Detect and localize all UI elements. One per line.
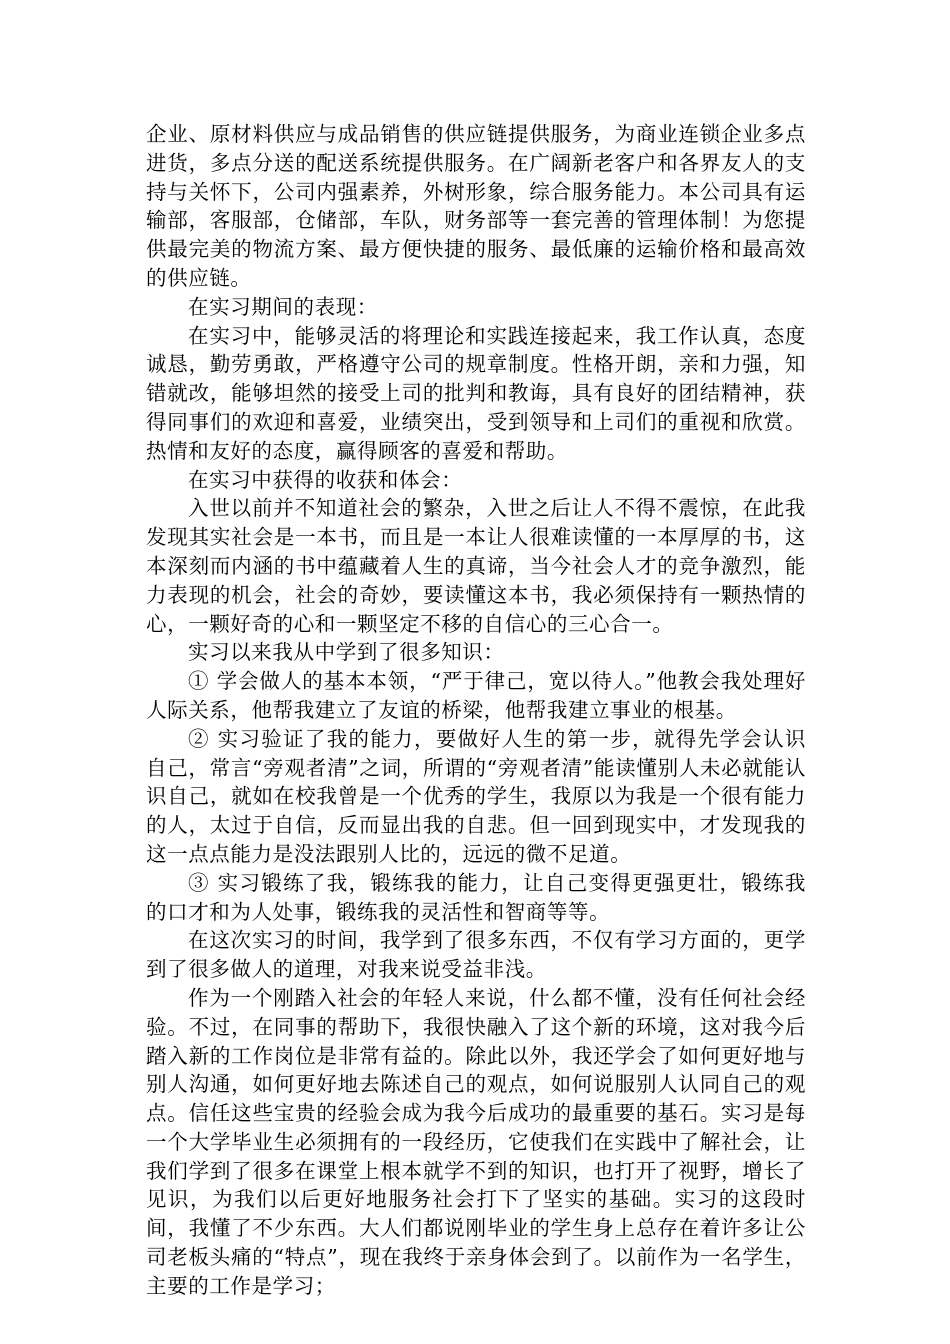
document-body — [146, 120, 806, 1301]
paragraph-society-book: 入世以前并不知道社会的繁杂，入世之后让人不得不震惊，在此我发现其实社会是一本书，而且是一本让人很难读懂的一本厚厚的书，这本深刻而内涵的书中蕴藏着人生的真谛，当今社会人才的竞争激烈，能力表现的机会，社会的奇妙，要读懂这本书，我必须保持有一颗热情的心，一颗好奇的心和一颗坚定不移的自信心的三心合一。 — [146, 496, 806, 636]
paragraph-internship-performance: 在实习中，能够灵活的将理论和实践连接起来，我工作认真，态度诚恳，勤劳勇敢，严格遵守公司的规章制度。性格开朗，亲和力强，知错就改，能够坦然的接受上司的批判和教诲，具有良好的团结精神，获得同事们的欢迎和喜爱，业绩突出，受到领导和上司们的重视和欣赏。热情和友好的态度，赢得顾客的喜爱和帮助。 — [146, 323, 806, 463]
list-item-1: ① 学会做人的基本本领，“严于律己，宽以待人。”他教会我处理好人际关系，他帮我建立了友谊的桥梁，他帮我建立事业的根基。 — [146, 669, 806, 722]
heading-knowledge-learned: 实习以来我从中学到了很多知识： — [188, 640, 505, 665]
heading-internship-performance: 在实习期间的表现： — [188, 294, 378, 319]
paragraph-internship-time: 在这次实习的时间，我学到了很多东西，不仅有学习方面的，更学到了很多做人的道理，对我来说受益非浅。 — [146, 928, 806, 982]
heading-internship-gains: 在实习中获得的收获和体会： — [188, 467, 463, 492]
paragraph-young-person: 作为一个刚踏入社会的年轻人来说，什么都不懂，没有任何社会经验。不过，在同事的帮助下，我很快融入了这个新的环境，这对我今后踏入新的工作岗位是非常有益的。除此以外，我还学会了如何更好地与别人沟通，如何更好地去陈述自己的观点，如何说服别人认同自己的观点。信任这些宝贵的经验会成为我今后成功的最重要的基石。实习是每一个大学毕业生必须拥有的一段经历，它使我们在实践中了解社会，让我们学到了很多在课堂上根本就学不到的知识，也打开了视野，增长了见识，为我们以后更好地服务社会打下了坚实的基础。实习的这段时间，我懂了不少东西。大人们都说刚毕业的学生身上总存在着许多让公司老板头痛的“特点”，现在我终于亲身体会到了。以前作为一名学生，主要的工作是学习； — [146, 985, 806, 1298]
list-item-3: ③ 实习锻练了我，锻练我的能力，让自己变得更强更壮，锻练我的口才和为人处事，锻练我的灵活性和智商等等。 — [146, 870, 806, 924]
paragraph-company-intro: 企业、原材料供应与成品销售的供应链提供服务，为商业连锁企业多点进货，多点分送的配送系统提供服务。在广阔新老客户和各界友人的支持与关怀下，公司内强素养，外树形象，综合服务能力。本公司具有运输部，客服部，仓储部，车队，财务部等一套完善的管理体制！为您提供最完美的物流方案、最方便快捷的服务、最低廉的运输价格和最高效的供应链。 — [146, 122, 806, 290]
list-item-2: ② 实习验证了我的能力，要做好人生的第一步，就得先学会认识自己，常言“旁观者清”之词，所谓的“旁观者清”能读懂别人未必就能认识自己，就如在校我曾是一个优秀的学生，我原以为我是一个很有能力的人，太过于自信，反而显出我的自悲。但一回到现实中，才发现我的这一点点能力是没法跟别人比的，远远的微不足道。 — [146, 726, 806, 866]
